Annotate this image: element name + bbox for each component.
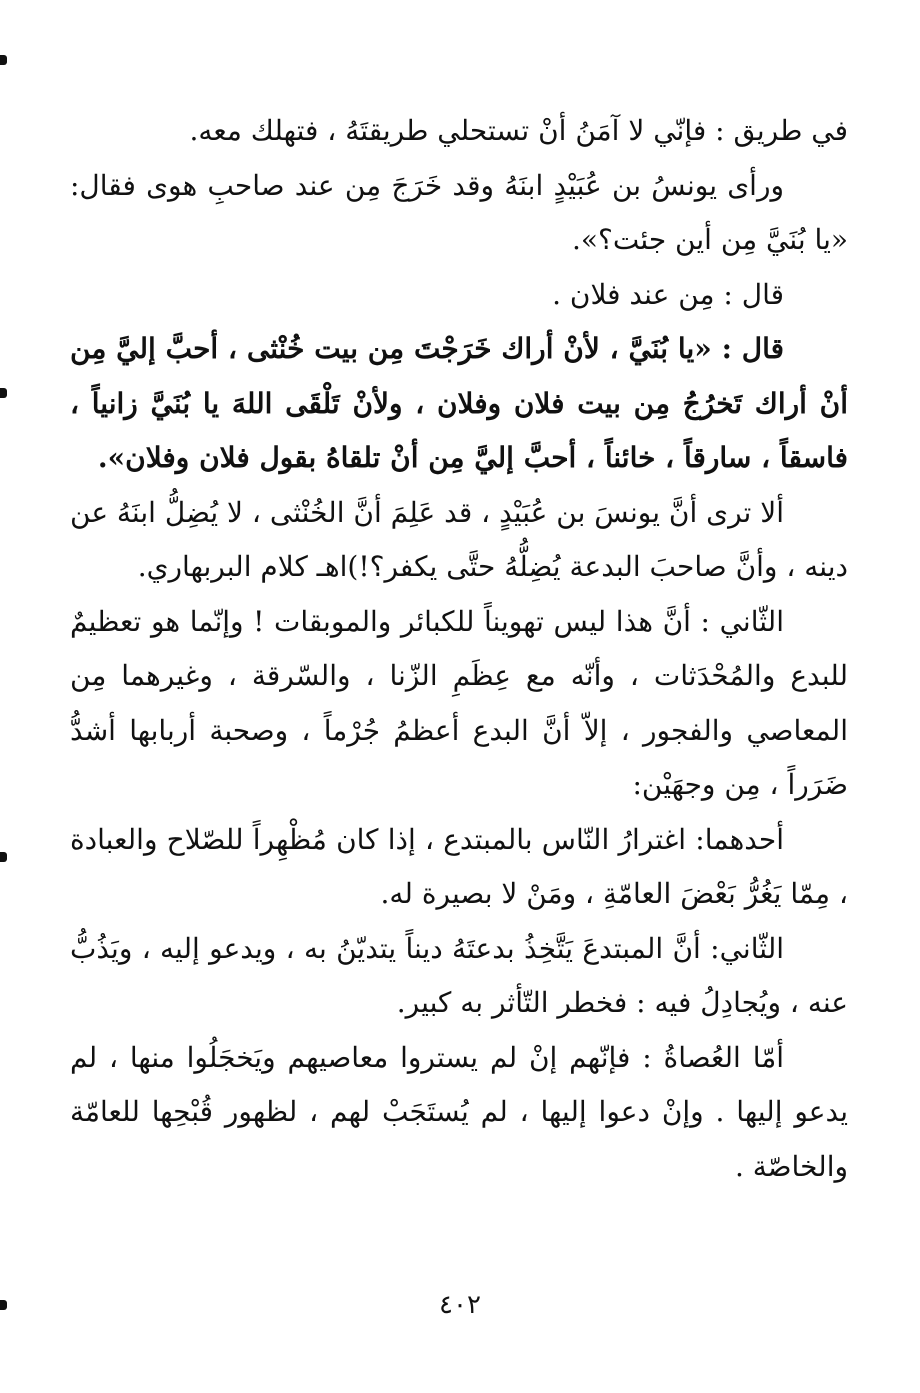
- paragraph-1: في طريق : فإنّي لا آمَنُ أنْ تستحلي طريقتَهُ ، فتهلك معه.: [189, 114, 848, 147]
- paragraph-7: أحدهما: اغترارُ النّاس بالمبتدع ، إذا كان مُظْهِراً للصّلاح والعبادة ، مِمّا يَغُرُّ بَعْضَ العامّةِ ، ومَنْ لا بصيرة له.: [70, 822, 848, 910]
- page-body: [70, 104, 848, 1194]
- paragraph-2: ورأى يونسُ بن عُبَيْدٍ ابنَهُ وقد خَرَجَ مِن عند صاحبِ هوى فقال: «يا بُنَيَّ مِن أين جئت؟».: [70, 168, 848, 256]
- paragraph-9: أمّا العُصاةُ : فإنّهم إنْ لم يستروا معاصيهم ويَخجَلُوا منها ، لم يدعو إليها . وإنْ دعوا إليها ، لم يُستَجَبْ لهم ، لظهور قُبْحِها للعامّة والخاصّة .: [70, 1040, 848, 1183]
- paragraph-4-quote: قال : «يا بُنَيَّ ، لأنْ أراك خَرَجْتَ مِن بيت خُنْثى ، أحبَّ إليَّ مِن أنْ أراك تَخرُجُ مِن بيت فلان وفلان ، ولأنْ تَلْقَى اللهَ يا بُنَيَّ زانياً ، فاسقاً ، سارقاً ، خائناً ، أحبَّ إليَّ مِن أنْ تلقاهُ بقول فلان وفلان».: [70, 332, 848, 474]
- page-number: ٤٠٢: [439, 1290, 481, 1320]
- paragraph-6: الثّاني : أنَّ هذا ليس تهويناً للكبائر والموبقات ! وإنّما هو تعظيمٌ للبدع والمُحْدَثات ، وأنّه مع عِظَمِ الزّنا ، والسّرقة ، وغيرهما مِن المعاصي والفجور ، إلاّ أنَّ البدع أعظمُ جُرْماً ، وصحبة أربابها أشدُّ ضَرَراً ، مِن وجهَيْن:: [70, 604, 848, 801]
- scan-edge-mark-lower: [0, 852, 7, 862]
- paragraph-3: قال : مِن عند فلان .: [552, 277, 784, 311]
- paragraph-8: الثّاني: أنَّ المبتدعَ يَتَّخِذُ بدعتَهُ ديناً يتديّنُ به ، ويدعو إليه ، ويَذُبُّ عنه ، ويُجادِلُ فيه : فخطر التّأثر به كبير.: [70, 931, 848, 1019]
- scan-edge-mark-middle: [0, 388, 7, 398]
- paragraph-5: ألا ترى أنَّ يونسَ بن عُبَيْدٍ ، قد عَلِمَ أنَّ الخُنْثى ، لا يُضِلُّ ابنَهُ عن دينه ، وأنَّ صاحبَ البدعة يُضِلُّهُ حتَّى يكفر؟!)اهـ كلام البربهاري.: [70, 495, 848, 583]
- scan-edge-mark-top: [0, 55, 7, 65]
